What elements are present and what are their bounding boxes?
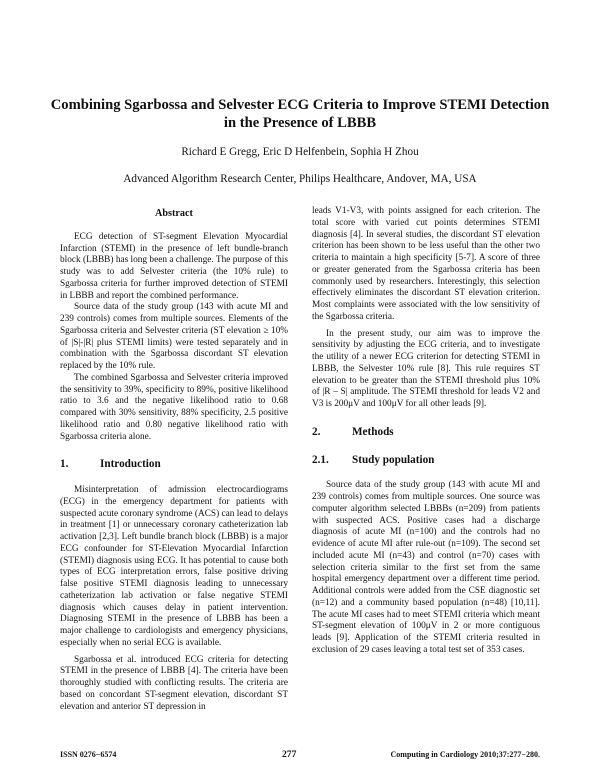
- introduction-heading: [60, 459, 288, 471]
- study-population-title: Study population: [352, 453, 435, 466]
- study-population-number: 2.1.: [312, 453, 329, 466]
- introduction-number: 1.: [60, 458, 69, 471]
- title-line-1: Combining Sgarbossa and Selvester ECG Criteria to Improve STEMI Detection: [50, 97, 550, 113]
- authors: Richard E Gregg, Eric D Helfenbein, Sophia H Zhou: [181, 146, 419, 158]
- footer-citation: Computing in Cardiology 2010;37:277−280.: [390, 750, 540, 759]
- abstract-paragraph-1: ECG detection of ST-segment Elevation Myocardial Infarction (STEMI) in the presence of left bundle-branch block (LBBB) has long been a challenge. The purpose of this study was to add Selvester criteria (the 10% rule) to Sgarbossa criteria for further improved detection of STEMI in LBBB and report the combined performance.: [60, 231, 288, 301]
- page-footer: [60, 750, 540, 764]
- title-line-2: in the Presence of LBBB: [223, 115, 377, 131]
- methods-paragraph-1: Source data of the study group (143 with acute MI and 239 controls) comes from multiple sources. One source was computer algorithm selected LBBBs (n=209) from patients with suspected ACS. Positive cases had a discharge diagnosis of acute MI (n=100) and the controls had no evidence of acute MI after rule-out (n=109). The second set included acute MI (n=43) and control (n=70) cases with selection criteria similar to the first set from the same hospital emergency department over a different time period. Additional controls were added from the CSE diagnostic set (n=12) and a community based population (n=48) [10,11]. The acute MI cases had to meet STEMI criteria which meant ST-segment elevation of 100μV in 2 or more contiguous leads [9]. Application of the STEMI criteria resulted in exclusion of 29 cases leaving a total test set of 353 cases.: [312, 480, 540, 655]
- right-column: [312, 206, 540, 657]
- intro-paragraph-1: Misinterpretation of admission electrocardiograms (ECG) in the emergency department for patients with suspected acute coronary syndrome (ACS) can lead to delays in treatment [1] or unnecessary coronary catheterization lab activation [2,3]. Left bundle branch block (LBBB) is a major ECG confounder for ST-Elevation Myocardial Infarction (STEMI) diagnosis using ECG. It has potential to cause both types of ECG interpretation errors, false positive driving false positive STEMI diagnosis leading to unnecessary catheterization lab activation or false negative STEMI diagnosis which causes delay in patient intervention. Diagnosing STEMI in the presence of LBBB has been a major challenge to cardiologists and emergency physicians, especially when no serial ECG is available.: [60, 485, 288, 648]
- abstract-paragraph-3: The combined Sgarbossa and Selvester criteria improved the sensitivity to 39%, specificity to 89%, positive likelihood ratio to 3.6 and the negative likelihood ratio to 0.68 compared with 30% sensitivity, 88% specificity, 2.5 positive likelihood ratio and 0.80 negative likelihood ratio with Sgarbossa criteria alone.: [60, 372, 288, 442]
- methods-title: Methods: [352, 425, 394, 438]
- intro-paragraph-3: leads V1-V3, with points assigned for each criterion. The total score with varied cut points determines STEMI diagnosis [4]. In several studies, the discordant ST elevation criterion has been shown to be less useful than the other two criteria to maintain a high specificity [5-7]. A score of three or greater generated from the Sgarbossa criteria has been commonly used by researchers. Interestingly, this selection effectively eliminates the discordant ST elevation criterion. Most complaints were associated with the low sensitivity of the Sgarbossa criteria.: [312, 206, 540, 322]
- left-column: [60, 208, 288, 713]
- intro-paragraph-2: Sgarbossa et al. introduced ECG criteria for detecting STEMI in the presence of LBBB [4]. The criteria have been thoroughly studied with conflicting results. The criteria are based on concordant ST-segment elevation, discordant ST elevation and anterior ST depression in: [60, 654, 288, 712]
- methods-heading: [312, 427, 540, 439]
- footer-page-number: 277: [282, 749, 297, 760]
- introduction-title: Introduction: [100, 458, 161, 471]
- affiliation: Advanced Algorithm Research Center, Philips Healthcare, Andover, MA, USA: [123, 173, 477, 185]
- abstract-heading: Abstract: [155, 208, 193, 219]
- methods-number: 2.: [312, 425, 321, 438]
- footer-issn: ISSN 0276−6574: [60, 750, 117, 759]
- paper-title: [50, 96, 550, 132]
- intro-paragraph-4: In the present study, our aim was to improve the sensitivity by adjusting the ECG criteria, and to investigate the utility of a newer ECG criterion for detecting STEMI in LBBB, the Selvester 10% rule [8]. This rule requires ST elevation to be greater than the STEMI threshold plus 10% of |R – S| amplitude. The STEMI threshold for leads V2 and V3 is 200μV and 100μV for all other leads [9].: [312, 328, 540, 409]
- abstract-paragraph-2: Source data of the study group (143 with acute MI and 239 controls) comes from multiple sources. Elements of the Sgarbossa criteria and Selvester criteria (ST elevation ≥ 10% of |S|-|R| plus STEMI limits) were tested separately and in combination with the Sgarbossa discordant ST elevation replaced by the 10% rule.: [60, 302, 288, 371]
- study-population-heading: [312, 455, 540, 467]
